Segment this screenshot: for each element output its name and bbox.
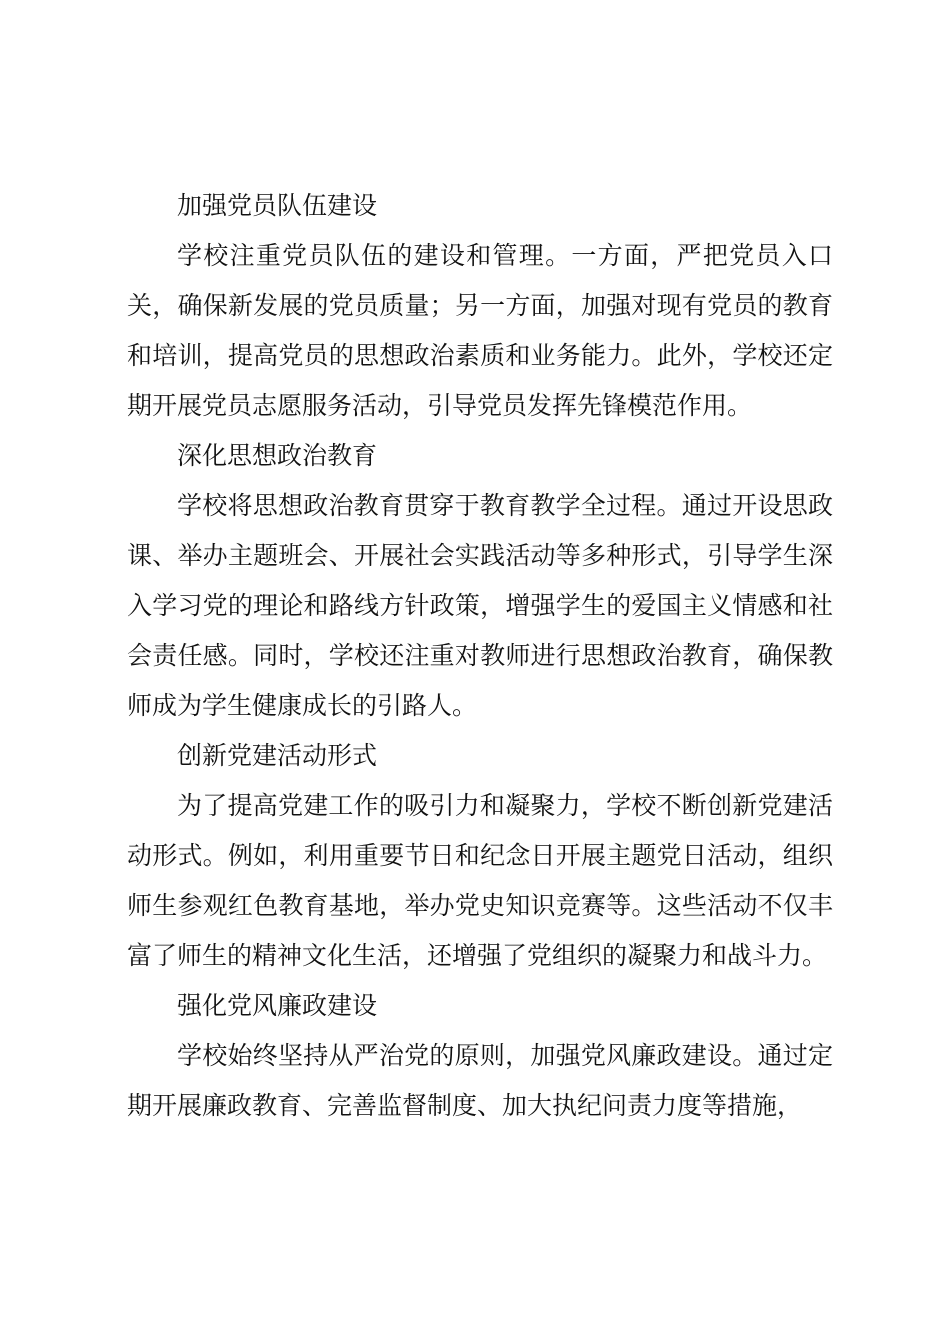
- section-heading-activity-innovation: 创新党建活动形式: [177, 741, 378, 770]
- section-heading-party-team: 加强党员队伍建设: [177, 191, 378, 220]
- section-body-activity-innovation: 为了提高党建工作的吸引力和凝聚力，学校不断创新党建活动形式。例如，利用重要节日和纪念日开展主题党日活动，组织师生参观红色教育基地，举办党史知识竞赛等。这些活动不仅丰富了师生的精神文化生活，还增强了党组织的凝聚力和战斗力。: [127, 791, 833, 970]
- section-heading-political-education: 深化思想政治教育: [177, 441, 378, 470]
- section-body-integrity: 学校始终坚持从严治党的原则，加强党风廉政建设。通过定期开展廉政教育、完善监督制度、加大执纪问责力度等措施，: [127, 1041, 833, 1120]
- section-body-political-education: 学校将思想政治教育贯穿于教育教学全过程。通过开设思政课、举办主题班会、开展社会实践活动等多种形式，引导学生深入学习党的理论和路线方针政策，增强学生的爱国主义情感和社会责任感。同时，学校还注重对教师进行思想政治教育，确保教师成为学生健康成长的引路人。: [127, 491, 833, 720]
- section-heading-integrity: 强化党风廉政建设: [177, 991, 378, 1020]
- section-body-party-team: 学校注重党员队伍的建设和管理。一方面，严把党员入口关，确保新发展的党员质量；另一方面，加强对现有党员的教育和培训，提高党员的思想政治素质和业务能力。此外，学校还定期开展党员志愿服务活动，引导党员发挥先锋模范作用。: [127, 241, 833, 420]
- document-page: [127, 181, 833, 1131]
